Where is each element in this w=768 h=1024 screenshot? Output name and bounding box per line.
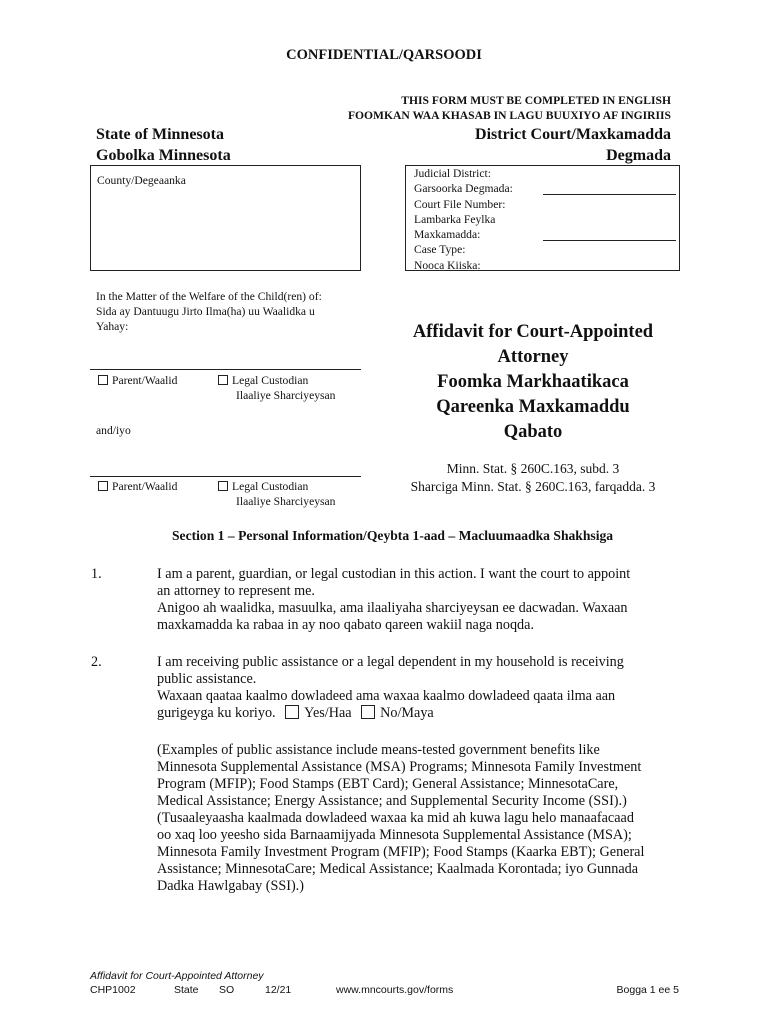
form-title-line-2: Attorney (497, 347, 569, 367)
item-2-number: 2. (91, 654, 102, 670)
parent-checkbox-2[interactable] (98, 481, 108, 491)
form-title-line-4: Qareenka Maxkamaddu (436, 397, 630, 417)
case-type-label: Case Type: (414, 243, 466, 257)
footer-language: SO (219, 984, 235, 996)
examples-line-8: Assistance; MinnesotaCare; Medical Assistance; Kaalmada Korontada; iyo Gunnada (157, 861, 639, 877)
matter-text (96, 289, 322, 334)
footer-date: 12/21 (265, 984, 292, 996)
state-heading (96, 124, 231, 166)
and-or-label: and/iyo (96, 424, 131, 437)
custodian-label-2: Legal Custodian (232, 480, 309, 493)
parent-label-2: Parent/Waalid (112, 480, 178, 493)
confidential-heading: CONFIDENTIAL/QARSOODI (286, 47, 482, 63)
party-name-line-1[interactable] (90, 369, 361, 370)
examples-line-6: oo xaq loo yeesho sida Barnaamijyada Minnesota Supplemental Assistance (MSA); (157, 827, 632, 843)
custodian-label-somali-2: Ilaaliye Sharciyeysan (236, 495, 336, 508)
item-2-line-4-wrap (157, 705, 687, 722)
item-2-line-2: public assistance. (157, 671, 257, 687)
examples-line-5: (Tusaaleyaasha kaalmada dowladeed waxaa ka mid ah kuwa lagu helo manaafacaad (157, 810, 634, 826)
matter-line-1: In the Matter of the Welfare of the Child(ren) of: (96, 290, 322, 303)
yes-checkbox[interactable] (285, 705, 299, 719)
statute-line-1: Minn. Stat. § 260C.163, subd. 3 (446, 461, 620, 476)
case-type-label-somali: Nooca Kiiska: (414, 258, 481, 272)
matter-line-3: Yahay: (96, 320, 129, 333)
form-title-line-5: Qabato (503, 422, 563, 442)
footer-url[interactable]: www.mncourts.gov/forms (336, 984, 454, 996)
examples-line-7: Minnesota Family Investment Program (MFIP); Food Stamps (Kaarka EBT); General (157, 844, 645, 860)
form-title-line-3: Foomka Markhaatikaca (437, 372, 629, 392)
matter-line-2: Sida ay Dantuugu Jirto Ilma(ha) uu Waalidka u (96, 305, 315, 318)
examples-line-9: Dadka Hawlgabay (SSI).) (157, 878, 304, 894)
examples-line-3: Program (MFIP); Food Stamps (EBT Card); General Assistance; MinnesotaCare, (157, 776, 619, 792)
form-title-line-1: Affidavit for Court-Appointed (412, 322, 654, 342)
custodian-checkbox-1[interactable] (218, 375, 228, 385)
custodian-checkbox-2[interactable] (218, 481, 228, 491)
court-name-somali: Degmada (606, 147, 671, 164)
statute-reference (373, 460, 693, 496)
section-1-heading: Section 1 – Personal Information/Qeybta 1-aad – Macluumaadka Shakhsiga (172, 528, 614, 543)
custodian-option-2[interactable] (218, 479, 335, 509)
footer-page-number: Bogga 1 ee 5 (616, 984, 679, 996)
item-2-text (157, 654, 687, 722)
footer-state: State (174, 984, 199, 996)
file-number-label-somali-1: Lambarka Feylka (414, 212, 496, 226)
no-label: No/Maya (380, 705, 434, 721)
item-1-text (157, 566, 687, 634)
examples-line-1: (Examples of public assistance include means-tested government benefits like (157, 742, 600, 758)
court-name: District Court/Maxkamadda (475, 126, 671, 143)
file-number-label-somali-2: Maxkamadda: (414, 228, 481, 242)
footer-form-title: Affidavit for Court-Appointed Attorney (90, 970, 264, 982)
parent-option-2[interactable] (98, 479, 177, 494)
parent-checkbox-1[interactable] (98, 375, 108, 385)
yes-label: Yes/Haa (304, 705, 352, 721)
no-checkbox[interactable] (361, 705, 375, 719)
item-2-line-3: Waxaan qaataa kaalmo dowladeed ama waxaa kaalmo dowladeed qaata ilma aan (157, 688, 616, 704)
english-notice-line-1: THIS FORM MUST BE COMPLETED IN ENGLISH (401, 94, 671, 107)
county-box[interactable] (90, 165, 361, 271)
item-1-number: 1. (91, 566, 102, 582)
item-1-line-2: an attorney to represent me. (157, 583, 315, 599)
item-1-line-1: I am a parent, guardian, or legal custodian in this action. I want the court to appoint (157, 566, 631, 582)
state-name: State of Minnesota (96, 126, 224, 143)
statute-line-2: Sharciga Minn. Stat. § 260C.163, farqadda. 3 (410, 479, 656, 494)
custodian-option-1[interactable] (218, 373, 335, 403)
court-heading (475, 124, 671, 166)
examples-line-4: Medical Assistance; Energy Assistance; and Supplemental Security Income (SSI).) (157, 793, 627, 809)
form-title (378, 320, 688, 445)
county-label: County/Degeaanka (97, 174, 186, 187)
custodian-label-1: Legal Custodian (232, 374, 309, 387)
item-1-line-3: Anigoo ah waalidka, masuulka, ama ilaaliyaha sharciyeysan ee dacwadan. Waxaan (157, 600, 628, 616)
file-number-label: Court File Number: (414, 197, 506, 211)
footer-form-code: CHP1002 (90, 984, 136, 996)
party-name-line-2[interactable] (90, 476, 361, 477)
item-2-line-4: gurigeyga ku koriyo. (157, 705, 276, 721)
state-name-somali: Gobolka Minnesota (96, 147, 231, 164)
parent-label-1: Parent/Waalid (112, 374, 178, 387)
examples-line-2: Minnesota Supplemental Assistance (MSA) Programs; Minnesota Family Investment (157, 759, 642, 775)
judicial-district-field[interactable] (543, 194, 676, 195)
file-number-field[interactable] (543, 240, 676, 241)
item-1-line-4: maxkamadda ka rabaa in ay noo qabato qareen wakiil naga noqda. (157, 617, 534, 633)
item-2-line-1: I am receiving public assistance or a legal dependent in my household is receiving (157, 654, 624, 670)
custodian-label-somali-1: Ilaaliye Sharciyeysan (236, 389, 336, 402)
english-notice-line-2: FOOMKAN WAA KHASAB IN LAGU BUUXIYO AF INGIRIIS (347, 109, 671, 122)
judicial-district-label-somali: Garsoorka Degmada: (414, 182, 513, 196)
court-info-labels (414, 166, 513, 273)
judicial-district-label: Judicial District: (414, 167, 491, 180)
parent-option-1[interactable] (98, 373, 177, 388)
english-notice (348, 93, 671, 123)
court-info-box (405, 165, 680, 271)
public-assistance-examples (157, 742, 687, 895)
